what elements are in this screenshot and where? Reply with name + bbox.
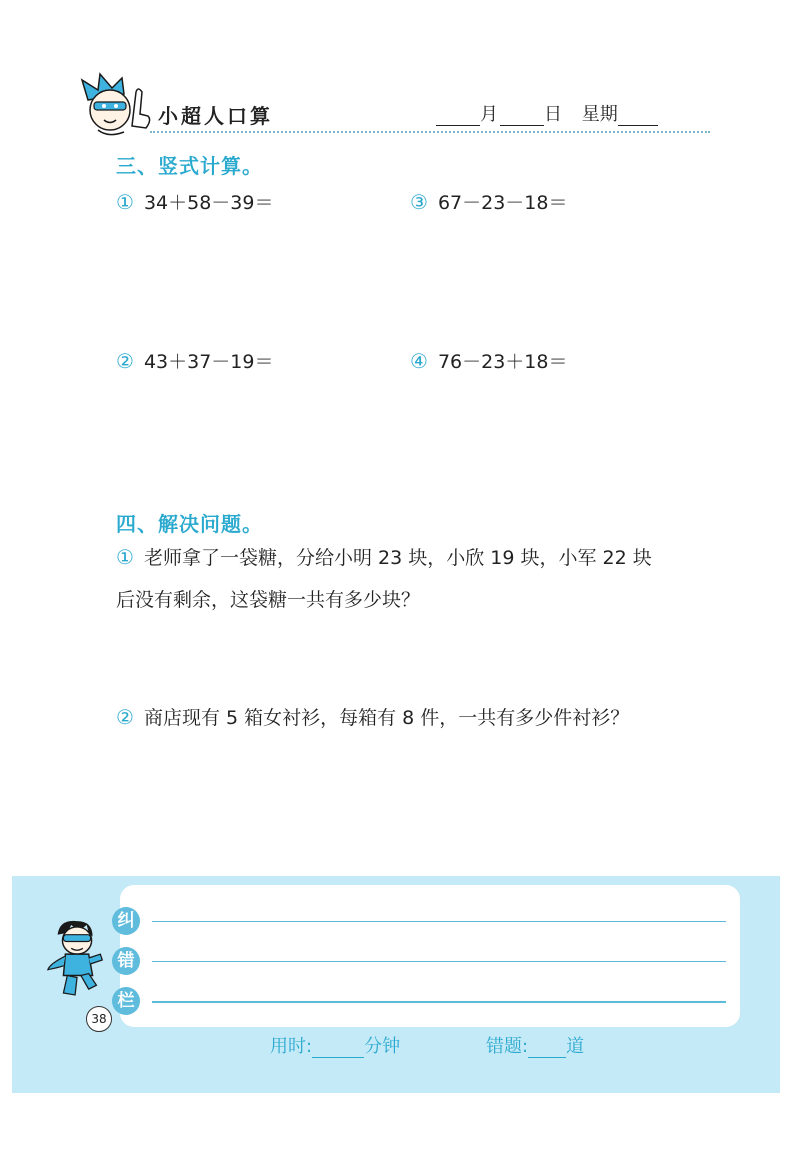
- section-4-title: 四、解决问题。: [116, 512, 263, 536]
- section-3-title: 三、竖式计算。: [116, 154, 263, 178]
- problem-number: ②: [116, 705, 134, 729]
- mascot-head-icon: [78, 70, 158, 140]
- correction-char-1: 纠: [112, 907, 140, 935]
- word-problem-line: [116, 536, 716, 579]
- correction-char-2: 错: [112, 947, 140, 975]
- calc-problem-2: [116, 347, 273, 374]
- month-label: 月: [480, 104, 498, 125]
- day-blank[interactable]: [500, 107, 544, 126]
- problem-number: ④: [410, 349, 428, 373]
- word-problem-1: [116, 536, 716, 621]
- time-label: 用时:: [270, 1036, 313, 1057]
- correction-line-1: [152, 921, 726, 922]
- time-blank[interactable]: [312, 1039, 364, 1058]
- problem-expression: 67－23－18＝: [437, 192, 568, 214]
- superhero-mascot-icon: [44, 914, 112, 1004]
- problem-expression: 76－23＋18＝: [437, 351, 568, 373]
- weekday-blank[interactable]: [618, 107, 658, 126]
- correction-line-2: [152, 961, 726, 962]
- error-count: [486, 1032, 584, 1058]
- weekday-label: 星期: [581, 104, 618, 125]
- problem-number: ③: [410, 190, 428, 214]
- day-label: 日: [544, 104, 562, 125]
- word-problem-line: 后没有剩余，这袋糖一共有多少块？: [116, 589, 421, 611]
- errors-label: 错题:: [486, 1036, 529, 1057]
- word-problem-text: 老师拿了一袋糖，分给小明 23 块，小欣 19 块，小军 22 块: [143, 547, 652, 569]
- correction-char-3: 栏: [112, 987, 140, 1015]
- calc-problem-4: [410, 347, 567, 374]
- word-problem-text: 商店现有 5 箱女衬衫，每箱有 8 件，一共有多少件衬衫？: [143, 707, 630, 729]
- errors-blank[interactable]: [528, 1039, 566, 1058]
- month-blank[interactable]: [436, 107, 480, 126]
- problem-number: ②: [116, 349, 134, 373]
- time-unit: 分钟: [364, 1036, 401, 1057]
- word-problem-2: [116, 696, 716, 739]
- calc-problem-3: [410, 188, 567, 215]
- correction-box[interactable]: [117, 885, 740, 1027]
- errors-unit: 道: [566, 1036, 585, 1057]
- workbook-title: 小超人口算: [158, 104, 273, 128]
- page-number: 38: [86, 1006, 112, 1032]
- problem-expression: 34＋58－39＝: [143, 192, 274, 214]
- calc-problem-1: [116, 188, 273, 215]
- header-divider: [150, 131, 710, 133]
- problem-number: ①: [116, 545, 134, 569]
- problem-expression: 43＋37－19＝: [143, 351, 274, 373]
- correction-line-3: [152, 1001, 726, 1003]
- time-used: [270, 1032, 400, 1058]
- problem-number: ①: [116, 190, 134, 214]
- date-fields: [436, 100, 658, 126]
